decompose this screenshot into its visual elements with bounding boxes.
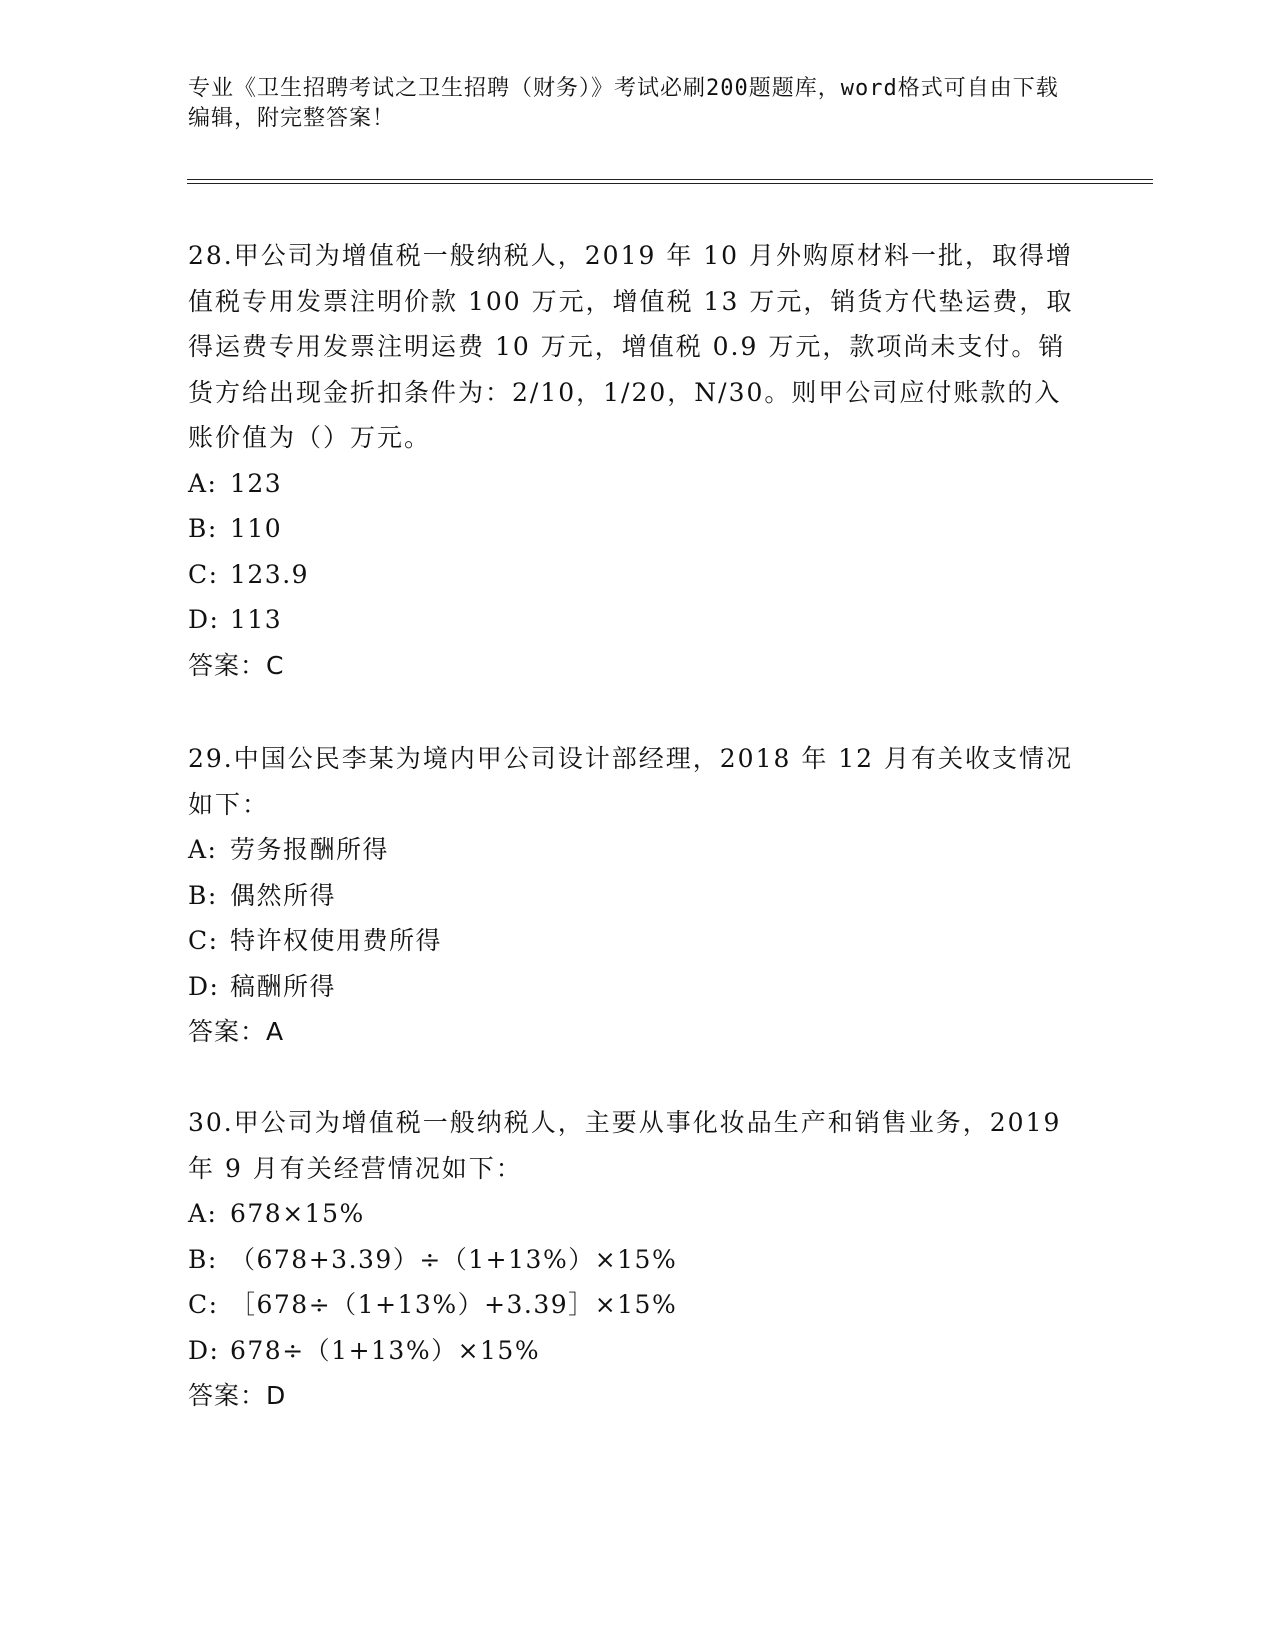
answer-text: 答案：D [188,1381,287,1410]
option-letter: B: [188,880,218,910]
option-letter: D: [188,605,220,634]
option-c [188,1282,1078,1328]
option-a [188,1191,1078,1237]
option-letter: B: [188,1244,218,1274]
header-divider-bottom [187,183,1153,184]
option-text: （678+3.39）÷（1+13%）×15% [230,1244,678,1274]
option-letter: D: [188,1335,220,1365]
question-stem: 28.甲公司为增值税一般纳税人，2019 年 10 月外购原材料一批，取得增值税专用发票注明价款 100 万元，增值税 13 万元，销货方代垫运费，取得运费专用发票注明运费 10 万元，增值税 0.9 万元，款项尚未支付。销货方给出现金折扣条件为：2/10，1/20，N/30。则甲公司应付账款的入账价值为（）万元。 [188,241,1074,452]
option-c [188,918,1078,964]
option-c [188,552,1078,598]
option-d [188,1328,1078,1374]
question-stem: 29.中国公民李某为境内甲公司设计部经理，2018 年 12 月有关收支情况如下： [188,744,1074,819]
option-letter: B: [188,514,218,543]
option-letter: C: [188,1290,219,1319]
answer-text: 答案：A [188,1017,285,1046]
option-a [188,827,1078,873]
option-b [188,1237,1078,1283]
option-text: 劳务报酬所得 [230,835,390,864]
option-text: 稿酬所得 [230,971,337,1001]
question-stem: 30.甲公司为增值税一般纳税人，主要从事化妆品生产和销售业务，2019 年 9 月有关经营情况如下： [188,1108,1072,1183]
header-divider-top [187,179,1153,180]
option-text: 偶然所得 [230,880,337,910]
option-b [188,873,1078,919]
option-d [188,597,1078,643]
option-text: ［678÷（1+13%）+3.39］×15% [230,1290,678,1319]
option-letter: A: [188,1199,218,1228]
option-text: 113 [230,605,283,634]
option-b [188,506,1078,552]
option-text: 110 [230,514,283,543]
option-letter: C: [188,926,219,955]
option-letter: A: [188,835,218,864]
option-d [188,964,1078,1010]
answer-text: 答案：C [188,650,285,680]
option-text: 123.9 [230,559,310,589]
option-text: 123 [230,468,283,498]
option-a [188,461,1078,507]
option-letter: C: [188,559,219,589]
option-text: 678÷（1+13%）×15% [230,1335,541,1365]
option-letter: D: [188,971,220,1001]
option-text: 678×15% [230,1199,365,1228]
question-29 [188,736,1078,1055]
option-text: 特许权使用费所得 [230,926,443,955]
option-letter: A: [188,468,218,498]
question-28 [188,233,1078,688]
question-30 [188,1100,1078,1419]
document-header-text: 专业《卫生招聘考试之卫生招聘（财务）》考试必刷200题题库，word格式可自由下载编辑，附完整答案！ [188,76,1059,131]
